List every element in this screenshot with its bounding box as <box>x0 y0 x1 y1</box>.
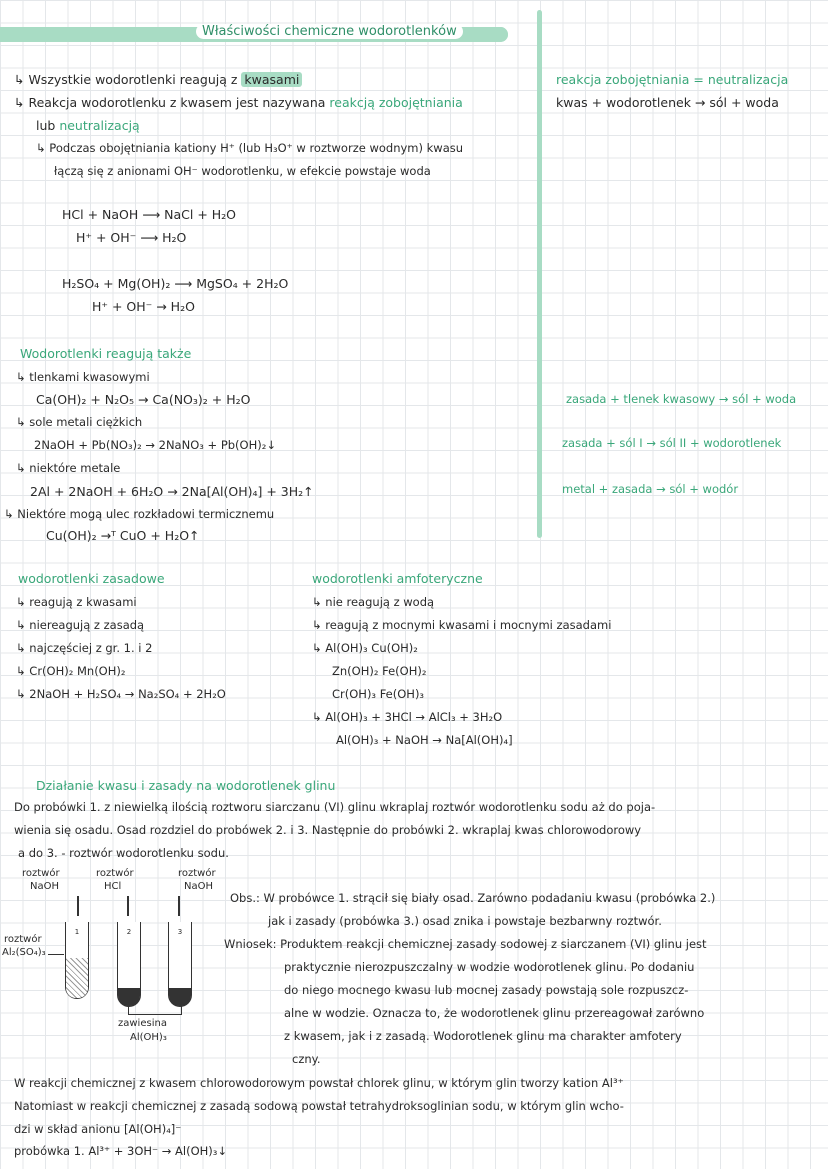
obs-line-1: Obs.: W probówce 1. strącił się biały osad. Zarówno podadaniu kwasu (probówka 2.) <box>230 891 716 905</box>
con-line-4: alne w wodzie. Oznacza to, że wodorotlenek glinu przereagował zarówno <box>284 1006 705 1020</box>
final-line-4: probówka 1. Al³⁺ + 3OH⁻ → Al(OH)₃↓ <box>14 1144 228 1158</box>
basic-5: ↳ 2NaOH + H₂SO₄ → Na₂SO₄ + 2H₂O <box>16 687 226 701</box>
equation-3: H₂SO₄ + Mg(OH)₂ ⟶ MgSO₄ + 2H₂O <box>62 276 289 291</box>
label-hcl-a: roztwór <box>96 868 134 879</box>
tube-2-number: 2 <box>126 928 132 936</box>
label-naoh-1b: NaOH <box>30 881 59 892</box>
side-note-5: metal + zasada → sól + wodór <box>562 482 739 496</box>
arrow-naoh-2 <box>178 896 180 916</box>
tube-2-precipitate <box>118 988 140 1006</box>
intro-line-5: łączą się z anionami OH⁻ wodorotlenku, w efekcie powstaje woda <box>54 164 431 178</box>
side-note-1: reakcja zobojętniania = neutralizacja <box>556 72 789 87</box>
label-susp-b: Al(OH)₃ <box>130 1032 167 1043</box>
basic-3: ↳ najczęściej z gr. 1. i 2 <box>16 641 153 655</box>
highlight-kwasami: kwasami <box>241 72 302 87</box>
amph-5: Cr(OH)₃ Fe(OH)₃ <box>332 687 425 701</box>
arrow-naoh-1 <box>77 896 79 916</box>
test-tube-1 <box>65 922 89 999</box>
side-note-3: zasada + tlenek kwasowy → sól + woda <box>566 392 797 406</box>
label-hcl-b: HCl <box>104 881 122 892</box>
pointer-bracket-susp <box>128 1006 182 1015</box>
basic-heading: wodorotlenki zasadowe <box>18 571 165 586</box>
term-neutralizacja: neutralizacją <box>59 118 140 133</box>
basic-4: ↳ Cr(OH)₂ Mn(OH)₂ <box>16 664 126 678</box>
term-zobojetniania: reakcją zobojętniania <box>329 95 463 110</box>
intro-line-2 <box>14 95 463 110</box>
experiment-p2: wienia się osadu. Osad rozdziel do probówek 2. i 3. Następnie do probówki 2. wkraplaj kwas chlorowodorowy <box>14 823 642 837</box>
label-al-a: roztwór <box>4 934 42 945</box>
equation-1: HCl + NaOH ⟶ NaCl + H₂O <box>62 207 237 222</box>
also-heading: Wodorotlenki reagują także <box>20 346 192 361</box>
title-bar-end <box>470 27 508 42</box>
also-3: ↳ sole metali ciężkich <box>16 415 143 429</box>
amph-heading: wodorotlenki amfoteryczne <box>312 571 483 586</box>
amph-6: ↳ Al(OH)₃ + 3HCl → AlCl₃ + 3H₂O <box>312 710 503 724</box>
final-line-3: dzi w skład anionu [Al(OH)₄]⁻ <box>14 1122 182 1136</box>
equation-2: H⁺ + OH⁻ ⟶ H₂O <box>76 230 187 245</box>
page-title: Właściwości chemiczne wodorotlenków <box>196 24 463 39</box>
arrow-hcl <box>127 896 129 916</box>
also-1: ↳ tlenkami kwasowymi <box>16 370 150 384</box>
con-line-5: z kwasem, jak i z zasadą. Wodorotlenek glinu ma charakter amfotery <box>284 1029 682 1043</box>
basic-1: ↳ reagują z kwasami <box>16 595 137 609</box>
basic-2: ↳ niereagują z zasadą <box>16 618 145 632</box>
experiment-heading: Działanie kwasu i zasady na wodorotlenek glinu <box>36 778 336 793</box>
test-tube-2 <box>117 922 141 1007</box>
label-susp-a: zawiesina <box>118 1018 167 1029</box>
tube-3-precipitate <box>169 988 191 1006</box>
also-8: Cu(OH)₂ →ᵀ CuO + H₂O↑ <box>46 528 200 543</box>
test-tube-3 <box>168 922 192 1007</box>
intro-text: ↳ Wszystkie wodorotlenki reagują z <box>14 72 242 87</box>
experiment-p3: a do 3. - roztwór wodorotlenku sodu. <box>18 846 229 860</box>
obs-line-2: jak i zasady (probówka 3.) osad znika i powstaje bezbarwny roztwór. <box>268 914 662 928</box>
amph-3: ↳ Al(OH)₃ Cu(OH)₂ <box>312 641 418 655</box>
amph-4: Zn(OH)₂ Fe(OH)₂ <box>332 664 427 678</box>
also-7: ↳ Niektóre mogą ulec rozkładowi termicznemu <box>4 507 275 521</box>
con-line-3: do niego mocnego kwasu lub mocnej zasady powstają sole rozpuszcz- <box>284 983 689 997</box>
tube-1-precipitate <box>66 958 88 998</box>
also-4: 2NaOH + Pb(NO₃)₂ → 2NaNO₃ + Pb(OH)₂↓ <box>34 438 276 452</box>
label-naoh-2b: NaOH <box>184 881 213 892</box>
con-line-6: czny. <box>292 1052 321 1066</box>
tube-1-number: 1 <box>74 928 80 936</box>
side-note-2: kwas + wodorotlenek → sól + woda <box>556 95 779 110</box>
also-2: Ca(OH)₂ + N₂O₅ → Ca(NO₃)₂ + H₂O <box>36 392 251 407</box>
also-6: 2Al + 2NaOH + 6H₂O → 2Na[Al(OH)₄] + 3H₂↑ <box>30 484 314 499</box>
intro-text: ↳ Reakcja wodorotlenku z kwasem jest nazywana <box>14 95 330 110</box>
con-line-1: Wniosek: Produktem reakcji chemicznej zasady sodowej z siarczanem (VI) glinu jest <box>224 937 707 951</box>
amph-1: ↳ nie reagują z wodą <box>312 595 435 609</box>
amph-2: ↳ reagują z mocnymi kwasami i mocnymi zasadami <box>312 618 612 632</box>
intro-line-3 <box>36 118 140 133</box>
intro-line-4: ↳ Podczas obojętniania kationy H⁺ (lub H₃O⁺ w roztworze wodnym) kwasu <box>36 141 464 155</box>
side-note-4: zasada + sól I → sól II + wodorotlenek <box>562 436 782 450</box>
con-line-2: praktycznie nierozpuszczalny w wodzie wodorotlenek glinu. Po dodaniu <box>284 960 695 974</box>
final-line-2: Natomiast w reakcji chemicznej z zasadą sodową powstał tetrahydroksoglinian sodu, w którym glin wcho- <box>14 1099 624 1113</box>
label-al-b: Al₂(SO₄)₃ <box>2 947 46 958</box>
column-divider <box>537 10 542 538</box>
pointer-line-al <box>48 954 64 955</box>
amph-7: Al(OH)₃ + NaOH → Na[Al(OH)₄] <box>336 733 513 747</box>
intro-text: lub <box>36 118 60 133</box>
equation-4: H⁺ + OH⁻ → H₂O <box>92 299 195 314</box>
label-naoh-2a: roztwór <box>178 868 216 879</box>
final-line-1: W reakcji chemicznej z kwasem chlorowodorowym powstał chlorek glinu, w którym glin tworzy kation Al³⁺ <box>14 1076 624 1090</box>
tube-3-number: 3 <box>177 928 183 936</box>
experiment-p1: Do probówki 1. z niewielką ilością roztworu siarczanu (VI) glinu wkraplaj roztwór wodorotlenku sodu aż do poja- <box>14 800 656 814</box>
also-5: ↳ niektóre metale <box>16 461 121 475</box>
intro-line-1 <box>14 72 302 87</box>
label-naoh-1a: roztwór <box>22 868 60 879</box>
